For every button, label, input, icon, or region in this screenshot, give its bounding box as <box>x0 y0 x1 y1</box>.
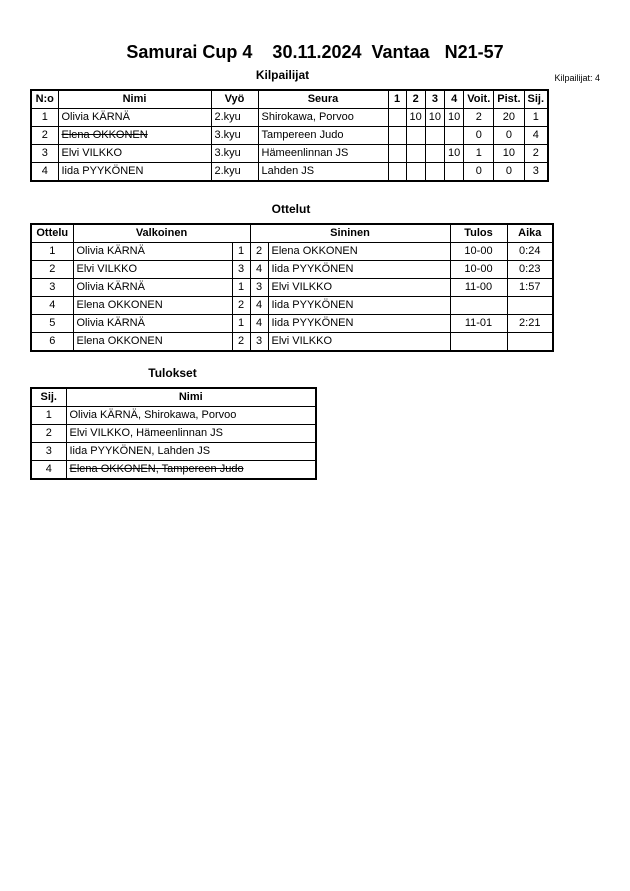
cell <box>388 145 406 163</box>
cell: 4 <box>31 461 66 480</box>
cell: 0 <box>494 163 524 182</box>
cell: 10 <box>445 109 464 127</box>
cell: 10 <box>406 109 425 127</box>
table-row <box>31 127 548 145</box>
column-header-pist: Pist. <box>494 90 524 109</box>
cell: Shirokawa, Porvoo <box>258 109 388 127</box>
cell: 4 <box>250 315 268 333</box>
cell: 2 <box>464 109 494 127</box>
cell: 10 <box>494 145 524 163</box>
table-row <box>31 297 553 315</box>
cell: 11-00 <box>450 279 507 297</box>
table-header-row <box>31 388 316 407</box>
cell: 10-00 <box>450 243 507 261</box>
cell: 5 <box>31 315 73 333</box>
cell <box>445 163 464 182</box>
cell: 2 <box>250 243 268 261</box>
cell <box>507 297 553 315</box>
tulokset-section-header <box>0 366 630 382</box>
table-row <box>31 109 548 127</box>
name-cell: Elvi VILKKO <box>73 261 232 279</box>
name-cell: Elena OKKONEN <box>268 243 450 261</box>
name-cell: Elena OKKONEN <box>73 333 232 352</box>
name-cell: Iida PYYKÖNEN <box>268 297 450 315</box>
column-header-sij: Sij. <box>31 388 66 407</box>
table-row <box>31 315 553 333</box>
page-title: Samurai Cup 4 30.11.2024 Vantaa N21-57 <box>126 42 504 62</box>
name-cell: Olivia KÄRNÄ <box>73 315 232 333</box>
cell: 10 <box>445 145 464 163</box>
cell <box>406 163 425 182</box>
name-cell: Iida PYYKÖNEN <box>268 315 450 333</box>
cell: 4 <box>524 127 548 145</box>
table-row <box>31 461 316 480</box>
table-row <box>31 163 548 182</box>
cell <box>450 297 507 315</box>
name-cell: Olivia KÄRNÄ <box>73 279 232 297</box>
table-header-row <box>31 90 548 109</box>
ottelut-rows <box>31 243 553 352</box>
cell: 10-00 <box>450 261 507 279</box>
cell: 2 <box>31 261 73 279</box>
column-header-sij: Sij. <box>524 90 548 109</box>
cell <box>388 163 406 182</box>
name-cell: Elvi VILKKO <box>268 279 450 297</box>
cell: 2 <box>232 333 250 352</box>
tulokset-heading: Tulokset <box>148 366 197 380</box>
name-cell: Iida PYYKÖNEN, Lahden JS <box>66 443 316 461</box>
cell: 0 <box>464 127 494 145</box>
cell: 1 <box>232 315 250 333</box>
name-cell: Elvi VILKKO <box>58 145 211 163</box>
cell <box>406 145 425 163</box>
cell: 3 <box>31 443 66 461</box>
ottelut-table <box>30 223 554 352</box>
cell: 3.kyu <box>211 127 258 145</box>
cell <box>388 109 406 127</box>
cell: 3 <box>31 145 58 163</box>
column-header-tulos: Tulos <box>450 224 507 243</box>
cell: 2:21 <box>507 315 553 333</box>
cell <box>425 127 444 145</box>
name-cell: Olivia KÄRNÄ <box>58 109 211 127</box>
column-header-seura: Seura <box>258 90 388 109</box>
cell: 1 <box>232 243 250 261</box>
cell <box>507 333 553 352</box>
table-row <box>31 443 316 461</box>
name-cell: Olivia KÄRNÄ <box>73 243 232 261</box>
ottelut-heading: Ottelut <box>271 202 311 216</box>
column-header-valkoinen: Valkoinen <box>73 224 250 243</box>
table-row <box>31 279 553 297</box>
name-cell: Iida PYYKÖNEN <box>58 163 211 182</box>
cell <box>445 127 464 145</box>
name-cell: Elvi VILKKO <box>268 333 450 352</box>
table-row <box>31 333 553 352</box>
cell: 20 <box>494 109 524 127</box>
column-header-vyo: Vyö <box>211 90 258 109</box>
cell: 3 <box>232 261 250 279</box>
kilpailijat-section-header <box>0 68 630 84</box>
cell <box>450 333 507 352</box>
name-cell: Olivia KÄRNÄ, Shirokawa, Porvoo <box>66 407 316 425</box>
name-cell: Elvi VILKKO, Hämeenlinnan JS <box>66 425 316 443</box>
cell: 3 <box>250 279 268 297</box>
cell: 4 <box>31 163 58 182</box>
cell: 6 <box>31 333 73 352</box>
cell: 0 <box>494 127 524 145</box>
column-header-nimi: Nimi <box>66 388 316 407</box>
column-header-nimi: Nimi <box>58 90 211 109</box>
cell: Lahden JS <box>258 163 388 182</box>
table-header-row <box>31 224 553 243</box>
cell: Tampereen Judo <box>258 127 388 145</box>
column-header-1: 1 <box>388 90 406 109</box>
column-header-no: N:o <box>31 90 58 109</box>
kilpailijat-rows <box>31 109 548 182</box>
column-header-3: 3 <box>425 90 444 109</box>
struck-name: Elena OKKONEN <box>61 129 148 141</box>
column-header-2: 2 <box>406 90 425 109</box>
cell: 3 <box>250 333 268 352</box>
cell: 2.kyu <box>211 109 258 127</box>
cell: 0:23 <box>507 261 553 279</box>
cell: 10 <box>425 109 444 127</box>
cell: 2 <box>31 425 66 443</box>
column-header-sininen: Sininen <box>250 224 450 243</box>
name-cell: Iida PYYKÖNEN <box>268 261 450 279</box>
struck-name: Elena OKKONEN, Tampereen Judo <box>69 463 244 475</box>
column-header-aika: Aika <box>507 224 553 243</box>
cell: 0:24 <box>507 243 553 261</box>
cell: 3 <box>31 279 73 297</box>
kilpailijat-heading: Kilpailijat <box>255 68 310 82</box>
column-header-ottelu: Ottelu <box>31 224 73 243</box>
name-cell <box>58 127 211 145</box>
ottelut-section-header <box>0 202 630 218</box>
cell: 1 <box>464 145 494 163</box>
cell: 2 <box>31 127 58 145</box>
table-row <box>31 145 548 163</box>
competitors-count: Kilpailijat: 4 <box>554 73 600 83</box>
table-row <box>31 243 553 261</box>
kilpailijat-table <box>30 89 549 182</box>
name-cell <box>66 461 316 480</box>
cell: 2.kyu <box>211 163 258 182</box>
column-header-voit: Voit. <box>464 90 494 109</box>
cell: 1:57 <box>507 279 553 297</box>
table-row <box>31 407 316 425</box>
cell: Hämeenlinnan JS <box>258 145 388 163</box>
name-cell: Elena OKKONEN <box>73 297 232 315</box>
column-header-4: 4 <box>445 90 464 109</box>
cell <box>425 163 444 182</box>
cell <box>388 127 406 145</box>
cell: 0 <box>464 163 494 182</box>
cell: 1 <box>232 279 250 297</box>
tulokset-table <box>30 387 317 480</box>
cell: 3.kyu <box>211 145 258 163</box>
cell <box>425 145 444 163</box>
table-row <box>31 425 316 443</box>
cell: 4 <box>250 297 268 315</box>
cell: 1 <box>524 109 548 127</box>
cell <box>406 127 425 145</box>
cell: 1 <box>31 109 58 127</box>
cell: 4 <box>31 297 73 315</box>
cell: 3 <box>524 163 548 182</box>
cell: 11-01 <box>450 315 507 333</box>
table-row <box>31 261 553 279</box>
cell: 2 <box>524 145 548 163</box>
tulokset-rows <box>31 407 316 480</box>
cell: 2 <box>232 297 250 315</box>
cell: 1 <box>31 243 73 261</box>
cell: 4 <box>250 261 268 279</box>
cell: 1 <box>31 407 66 425</box>
